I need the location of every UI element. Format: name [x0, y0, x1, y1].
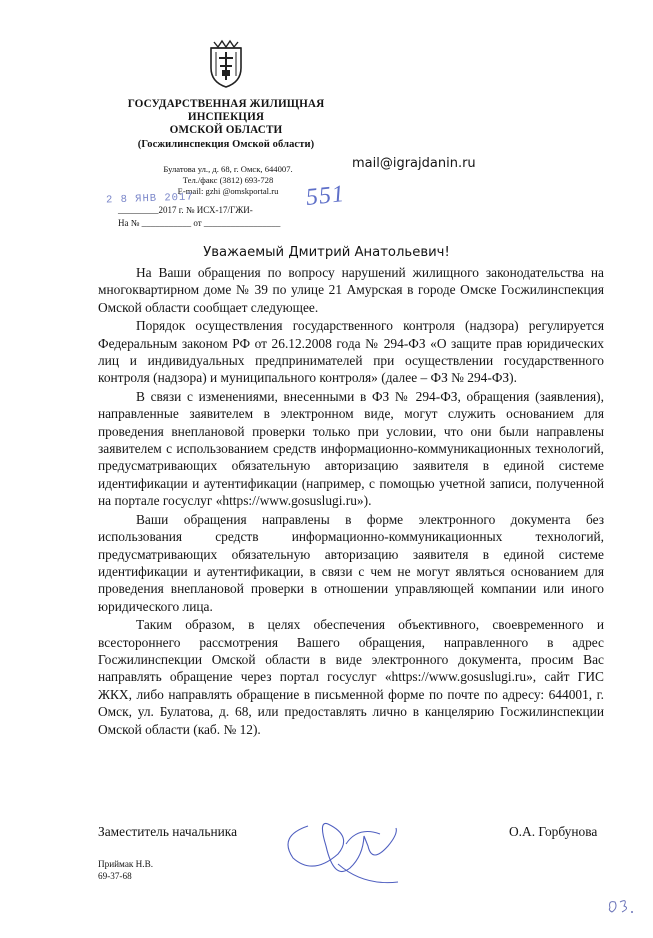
- executor-name: Приймак Н.В.: [98, 859, 154, 869]
- letter-body: [98, 264, 604, 738]
- org-line-1: ГОСУДАРСТВЕННАЯ ЖИЛИЩНАЯ: [127, 98, 325, 110]
- paragraph: Таким образом, в целях обеспечения объективного, своевременного и всестороннего рассмотрения Вашего обращения, направленного в адрес Госжилинспекции Омской области в виде электронного документа, просим Вас направлять обращение через портал госуслуг «https://www.gosuslugi.ru», сайт ГИС ЖКХ, либо направлять обращение в письменной форме по почте по адресу: 644001, г. Омск, ул. Булатова, д. 68, или предоставлять лично в канцелярию Госжилинспекции Омской области (каб. № 12).: [98, 617, 604, 737]
- paragraph: Ваши обращения направлены в форме электронного документа без использования средств информационно-коммуникационных технологий, предусматривающих обязательную авторизацию заявителя в единой системе идентификации и аутентификации, в связи с чем не могут являться основанием для проведения внеплановой проверки в отношении управляющей компании или иного юридического лица.: [98, 511, 604, 614]
- handwritten-signature: [268, 806, 428, 891]
- paragraph: На Ваши обращения по вопросу нарушений жилищного законодательства на многоквартирном доме № 39 по улице 21 Амурская в городе Омске Госжилинспекция Омской области сообщает следующее.: [98, 265, 604, 315]
- outgoing-reference: _________2017 г. № ИСХ-17/ГЖИ-: [118, 205, 253, 215]
- recipient-email: mail@igrajdanin.ru: [352, 156, 476, 171]
- org-line-3: ОМСКОЙ ОБЛАСТИ: [169, 124, 283, 137]
- incoming-reference: На № ___________ от _________________: [118, 218, 281, 228]
- signatory-title: Заместитель начальника: [98, 824, 238, 839]
- page-number-mark: [606, 896, 636, 918]
- outgoing-number: 551: [304, 181, 347, 211]
- org-address: Булатова ул., д. 68, г. Омск, 644007.: [163, 164, 293, 174]
- org-email: E-mail: gzhi @omskportal.ru: [177, 186, 279, 196]
- paragraph: Порядок осуществления государственного контроля (надзора) регулируется Федеральным законом РФ от 26.12.2008 года № 294-ФЗ «О защите прав юридических лиц и индивидуальных предпринимателей при осуществлении государственного контроля (надзора) и муниципального контроля» (далее – ФЗ № 294-ФЗ).: [98, 318, 604, 386]
- org-line-2: ИНСПЕКЦИЯ: [187, 111, 265, 124]
- org-short-name: (Госжилинспекция Омской области): [137, 138, 315, 150]
- paragraph: В связи с изменениями, внесенными в ФЗ № 294-ФЗ, обращения (заявления), направленные заявителем в электронном виде, могут служить основанием для проведения внеплановой проверки только при условии, что они были направлены заявителем с использованием средств информационно-коммуникационных технологий, предусматривающих обязательную авторизацию заявителя в единой системе идентификации и аутентификации (например, с помощью учетной записи, полученной на портале госуслуг «https://www.gosuslugi.ru»).: [98, 388, 604, 509]
- organization-name: [100, 98, 352, 151]
- date-stamp: 2 8 ЯНВ 2017: [105, 191, 194, 207]
- signatory-name: О.А. Горбунова: [509, 824, 598, 839]
- coat-of-arms-icon: [207, 38, 245, 88]
- executor-block: [98, 858, 153, 882]
- org-phone: Тел./факс (3812) 693-728: [182, 175, 274, 185]
- greeting: Уважаемый Дмитрий Анатольевич!: [203, 245, 450, 260]
- executor-phone: 69-37-68: [98, 871, 132, 881]
